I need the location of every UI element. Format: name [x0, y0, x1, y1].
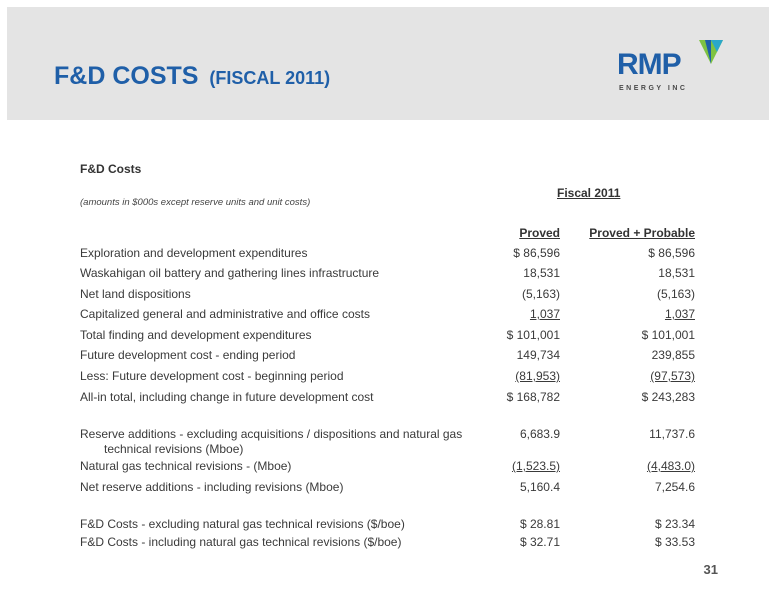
row-label: Natural gas technical revisions - (Mboe) [80, 459, 292, 473]
row-label-line1: Reserve additions - excluding acquisitions / dispositions and natural gas [80, 427, 463, 441]
row-value-proved: (81,953) [515, 369, 560, 383]
column-header-proved-probable: Proved + Probable [589, 226, 695, 240]
table-row [80, 535, 695, 553]
row-value-proved-probable: $ 243,283 [641, 390, 695, 404]
table-row [80, 328, 695, 346]
table-row [80, 266, 695, 284]
title-sub: (FISCAL 2011) [209, 68, 331, 88]
row-label: All-in total, including change in future development cost [80, 390, 374, 404]
logo-name: RMP [617, 48, 681, 81]
row-value-proved: (5,163) [521, 287, 560, 301]
row-label: Net reserve additions - including revisions (Mboe) [80, 480, 344, 494]
table-row [80, 307, 695, 325]
row-value-proved: 6,683.9 [519, 427, 560, 441]
row-label: Net land dispositions [80, 287, 191, 301]
row-value-proved-probable: 11,737.6 [649, 427, 695, 441]
row-value-proved: 149,734 [516, 348, 560, 362]
table-row [80, 480, 695, 498]
table-row [80, 369, 695, 387]
row-value-proved-probable: (5,163) [656, 287, 695, 301]
row-label: Exploration and development expenditures [80, 246, 308, 260]
row-value-proved-probable: 239,855 [651, 348, 695, 362]
row-value-proved-probable: $ 86,596 [648, 246, 695, 260]
page-number: 31 [703, 562, 718, 577]
row-value-proved-probable: $ 101,001 [641, 328, 695, 342]
row-value-proved: $ 101,001 [506, 328, 560, 342]
table-row [80, 427, 695, 459]
table-row [80, 348, 695, 366]
units-note: (amounts in $000s except reserve units and unit costs) [80, 197, 311, 208]
row-value-proved-probable: (4,483.0) [646, 459, 695, 473]
row-value-proved: 18,531 [523, 266, 560, 280]
period-header: Fiscal 2011 [557, 186, 621, 200]
row-value-proved-probable: 18,531 [658, 266, 695, 280]
row-label: F&D Costs - including natural gas technical revisions ($/boe) [80, 535, 402, 549]
table-row [80, 459, 695, 477]
row-value-proved-probable: 7,254.6 [654, 480, 695, 494]
row-label [80, 427, 490, 457]
column-header-proved: Proved [519, 226, 560, 240]
row-label: Waskahigan oil battery and gathering lines infrastructure [80, 266, 380, 280]
row-value-proved-probable: $ 23.34 [654, 517, 695, 531]
row-label: Future development cost - ending period [80, 348, 296, 362]
title-main: F&D COSTS [54, 62, 199, 90]
row-value-proved: 5,160.4 [519, 480, 560, 494]
row-value-proved: $ 86,596 [513, 246, 560, 260]
table-row [80, 517, 695, 535]
row-label: Total finding and development expenditures [80, 328, 312, 342]
row-value-proved-probable: (97,573) [650, 369, 695, 383]
row-value-proved: $ 168,782 [506, 390, 560, 404]
row-label: F&D Costs - excluding natural gas technical revisions ($/boe) [80, 517, 405, 531]
row-value-proved: (1,523.5) [511, 459, 560, 473]
row-label-line2: technical revisions (Mboe) [104, 442, 244, 456]
row-value-proved-probable: 1,037 [664, 307, 695, 321]
table-row [80, 287, 695, 305]
section-title: F&D Costs [80, 162, 142, 176]
row-value-proved: $ 32.71 [519, 535, 560, 549]
row-value-proved: 1,037 [529, 307, 560, 321]
table-row [80, 390, 695, 408]
row-value-proved: $ 28.81 [519, 517, 560, 531]
table-row [80, 246, 695, 264]
row-value-proved-probable: $ 33.53 [654, 535, 695, 549]
row-label: Capitalized general and administrative and office costs [80, 307, 370, 321]
row-label: Less: Future development cost - beginning period [80, 369, 344, 383]
logo-subtitle: ENERGY INC [619, 85, 688, 92]
